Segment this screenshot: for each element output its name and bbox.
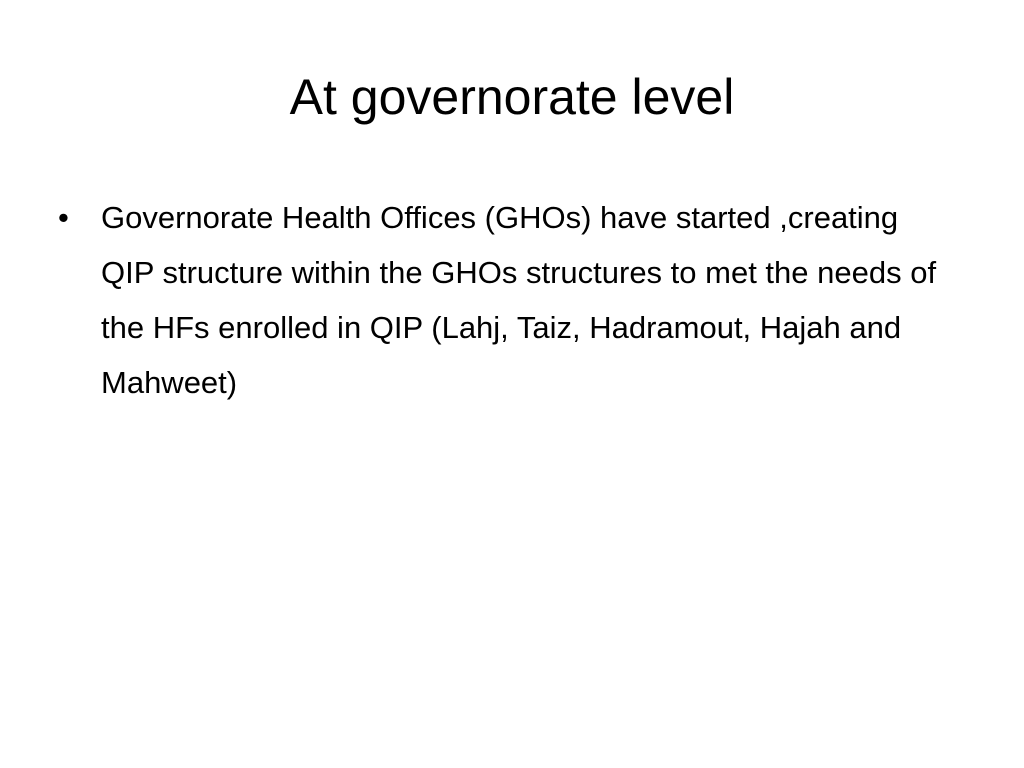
slide-title: At governorate level [289,69,735,125]
bullet-list [58,190,958,410]
bullet-icon: • [58,200,69,235]
bullet-text: Governorate Health Offices (GHOs) have started ,creating QIP structure within the GHOs structures to met the needs of the HFs enrolled in QIP (Lahj, Taiz, Hadramout, Hajah and Mahweet) [101,200,937,400]
bullet-item [58,190,958,410]
